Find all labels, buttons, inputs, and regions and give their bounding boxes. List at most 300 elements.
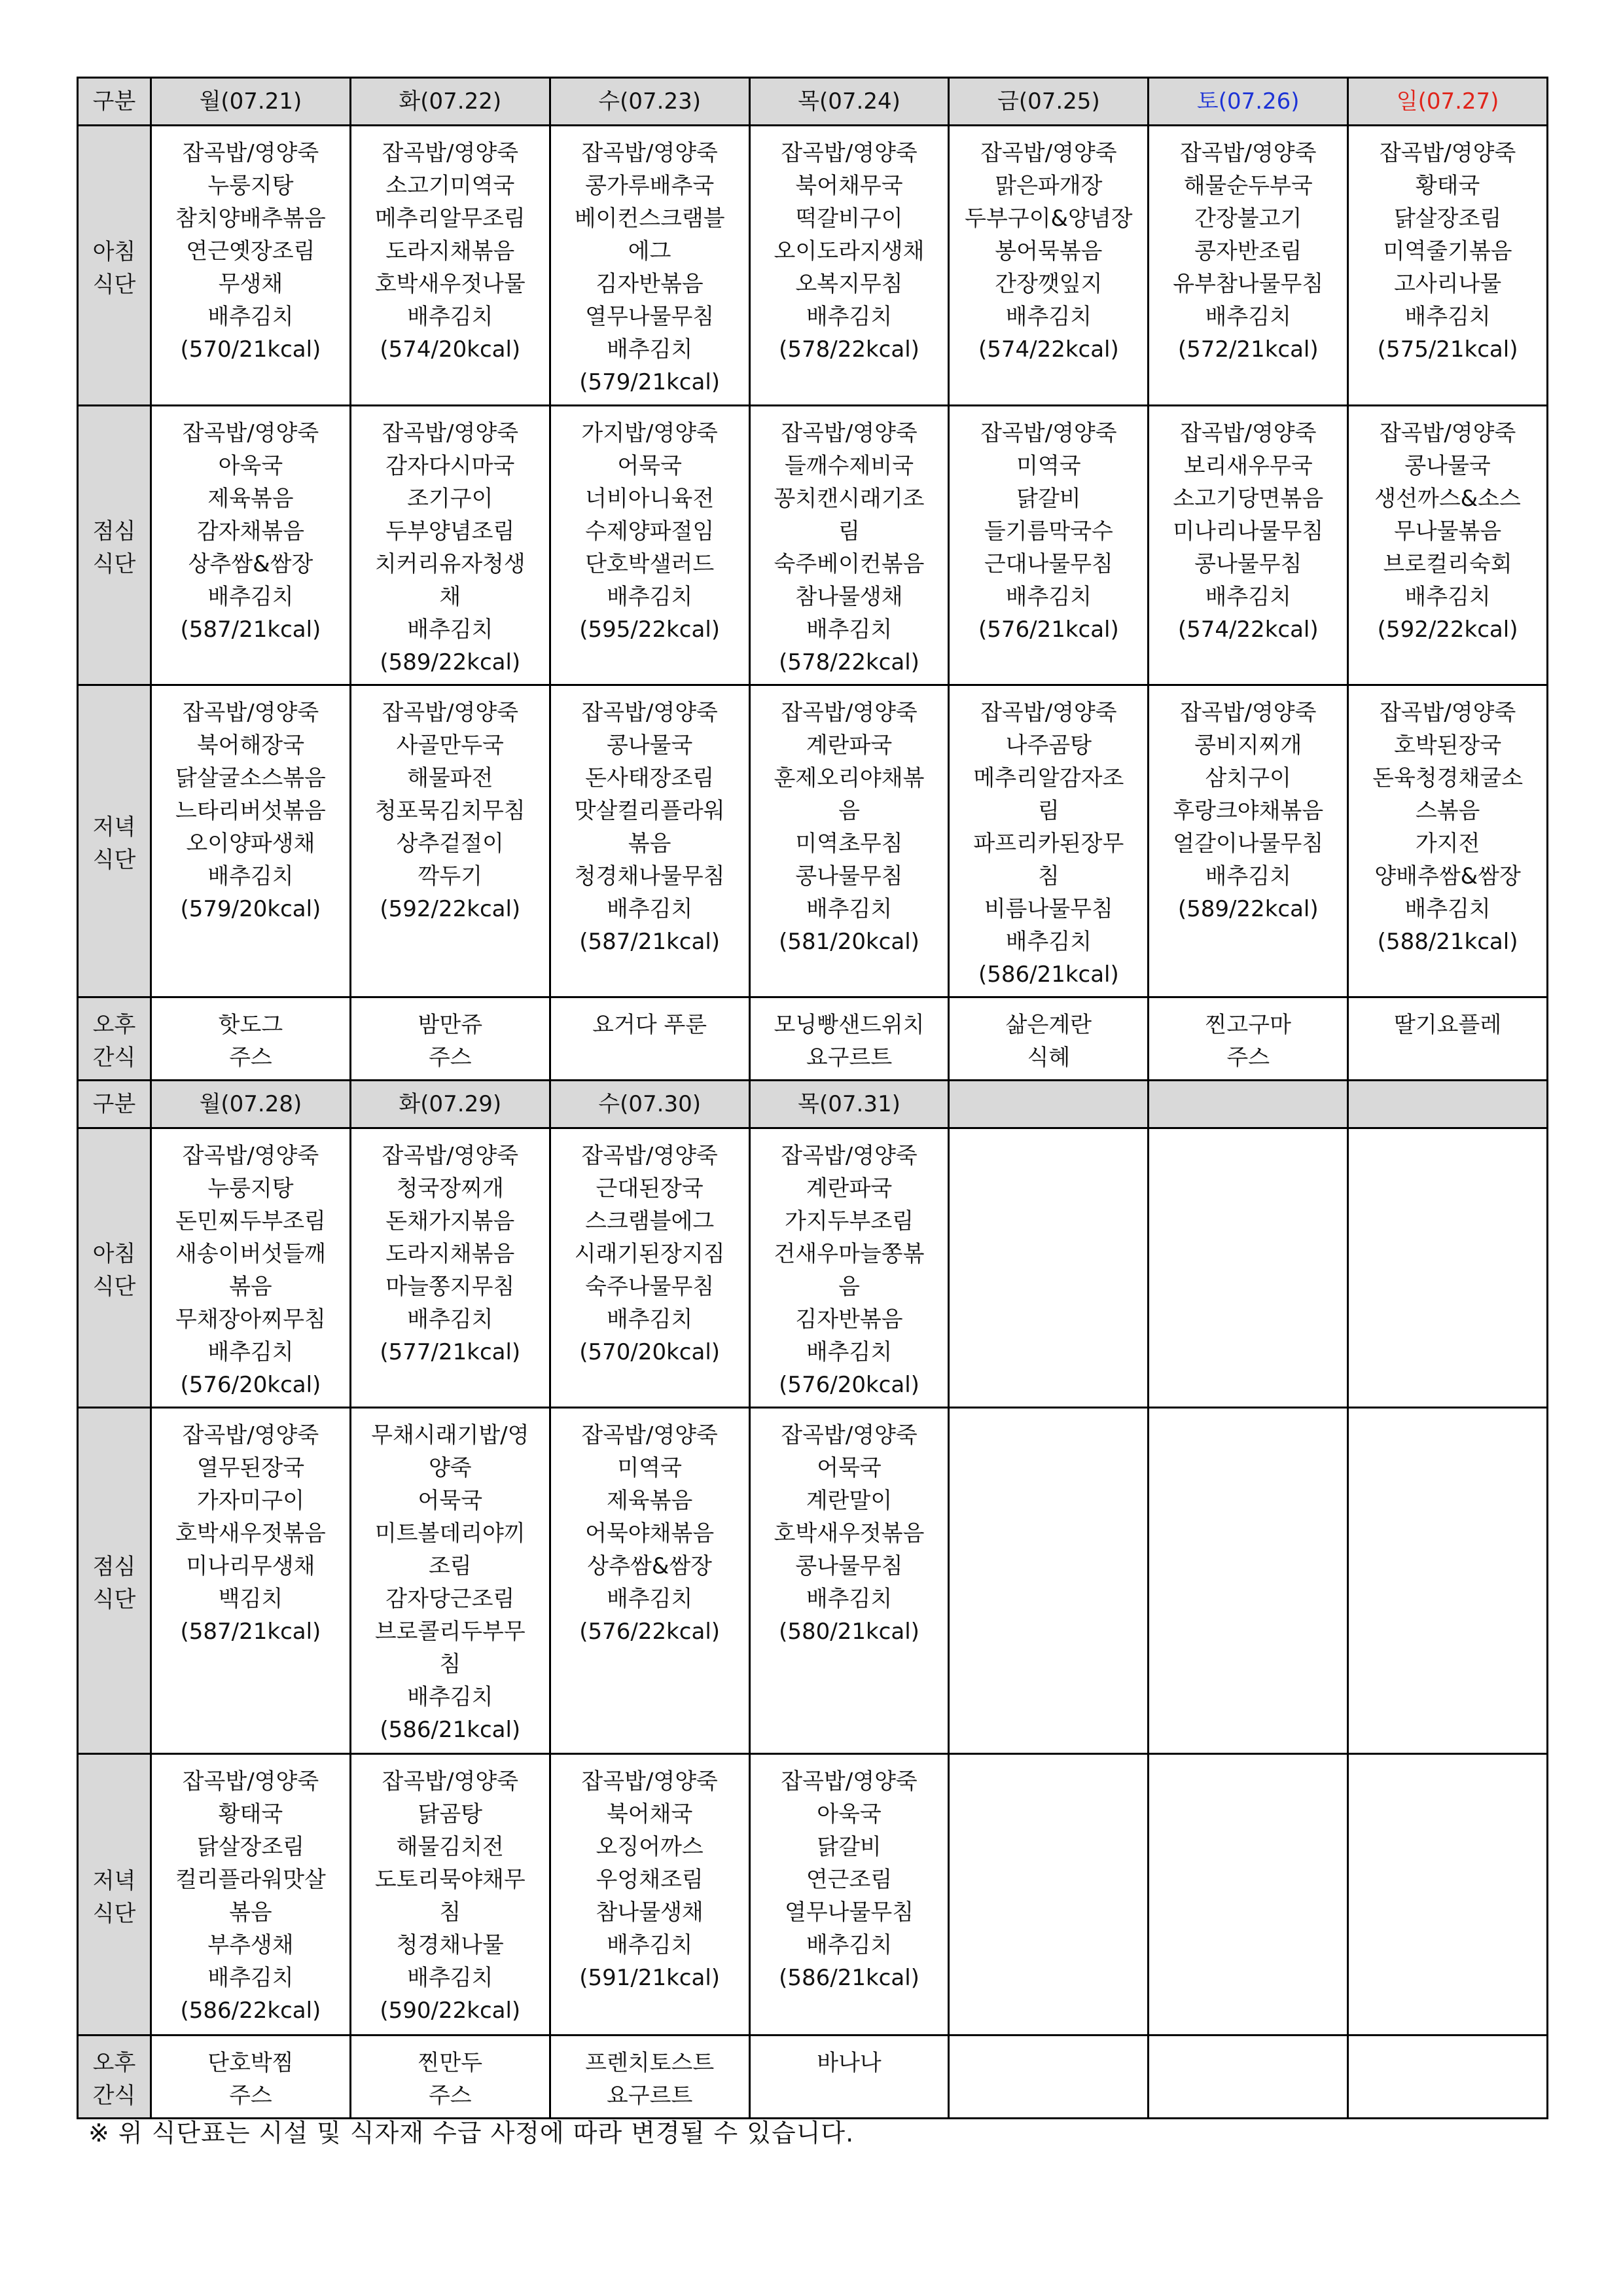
day-header: 토(07.26) — [1149, 78, 1348, 126]
menu-item: 얼갈이나물무침 — [1173, 831, 1324, 857]
menu-item: 요구르트 — [606, 2083, 693, 2109]
menu-item: 우엉채조림 — [596, 1867, 704, 1893]
day-header: 월(07.21) — [151, 78, 351, 126]
menu-item: 콩나물무침 — [1194, 551, 1302, 577]
menu-item: 잡곡밥/영양죽 — [1379, 700, 1516, 726]
menu-item: 돈육청경채굴소 — [1372, 765, 1524, 791]
menu-item: 사골만두국 — [396, 732, 504, 759]
menu-item: 배추김치 — [1205, 584, 1291, 610]
menu-item: 잡곡밥/영양죽 — [980, 420, 1117, 446]
menu-item: (574/20kcal) — [380, 336, 521, 363]
menu-cell — [550, 406, 749, 685]
menu-item: 삶은계란 — [1005, 1012, 1092, 1038]
row-label-text: 저녁 — [92, 1867, 136, 1894]
row-label-text: 식단 — [92, 551, 136, 577]
menu-item: 열무된장국 — [196, 1455, 305, 1481]
menu-cell — [550, 685, 749, 997]
menu-item: 바나나 — [817, 2050, 882, 2076]
menu-item: (587/21kcal) — [180, 1619, 321, 1645]
menu-cell — [1149, 1754, 1348, 2036]
menu-item: 나주곰탕 — [1005, 732, 1092, 759]
menu-item: 밤만쥬 — [418, 1012, 483, 1038]
menu-cell — [350, 1128, 550, 1408]
menu-item: 어묵국 — [817, 1455, 882, 1481]
menu-cell — [151, 2036, 351, 2119]
menu-item: 브로콜리두부무 — [374, 1619, 526, 1645]
menu-item: 콩나물국 — [606, 732, 693, 759]
menu-item: 무생채 — [218, 271, 283, 297]
menu-item: 배추김치 — [407, 1965, 493, 1991]
menu-item: 메추리알무조림 — [374, 206, 526, 232]
menu-item: 청경채나물무침 — [574, 863, 725, 889]
dinner-row-label — [78, 1754, 151, 2036]
menu-item: 황태국 — [218, 1801, 283, 1827]
menu-cell — [1348, 2036, 1548, 2119]
menu-item: 부추생채 — [207, 1932, 294, 1958]
menu-item: (591/21kcal) — [579, 1965, 721, 1991]
menu-cell — [350, 126, 550, 406]
menu-item: 음 — [838, 1274, 860, 1300]
row-label-text: 식단 — [92, 1274, 136, 1300]
menu-item: 주스 — [1226, 1045, 1270, 1071]
menu-item: 배추김치 — [606, 896, 693, 922]
menu-item: 어묵국 — [617, 453, 682, 479]
menu-item: 도라지채볶음 — [385, 238, 515, 264]
menu-item: 미역줄기볶음 — [1383, 238, 1512, 264]
menu-item: 도라지채볶음 — [385, 1241, 515, 1267]
menu-item: 연근조림 — [806, 1867, 893, 1893]
menu-item: 깍두기 — [418, 863, 483, 889]
menu-item: 감자당근조림 — [385, 1586, 515, 1612]
menu-item: 청경채나물 — [396, 1932, 504, 1958]
menu-cell — [350, 2036, 550, 2119]
menu-item: 찐만두 — [418, 2050, 483, 2076]
menu-item: 배추김치 — [606, 336, 693, 363]
menu-item: 소고기당면볶음 — [1173, 486, 1324, 512]
menu-item: 배추김치 — [1205, 863, 1291, 889]
menu-item: 요구르트 — [806, 1045, 893, 1071]
menu-item: 삼치구이 — [1205, 765, 1291, 791]
menu-item: 느타리버섯볶음 — [175, 798, 326, 824]
menu-cell — [1348, 126, 1548, 406]
menu-item: (575/21kcal) — [1377, 336, 1518, 363]
menu-cell — [550, 1754, 749, 2036]
menu-item: 단호박샐러드 — [585, 551, 715, 577]
menu-cell — [151, 406, 351, 685]
menu-cell — [949, 406, 1149, 685]
menu-item: 돈채가지볶음 — [385, 1208, 515, 1234]
footnote: ※ 위 식단표는 시설 및 식자재 수급 사정에 따라 변경될 수 있습니다. — [88, 2119, 855, 2147]
menu-item: 림 — [838, 518, 860, 545]
menu-cell — [949, 997, 1149, 1081]
menu-item: 잡곡밥/영양죽 — [182, 700, 319, 726]
menu-item: 숙주나물무침 — [585, 1274, 715, 1300]
menu-item: 닭살장조림 — [1393, 206, 1502, 232]
menu-item: 백김치 — [218, 1586, 283, 1612]
menu-item: 상추쌈&쌈장 — [587, 1553, 713, 1579]
menu-item: 호박새우젓볶음 — [175, 1520, 326, 1547]
week1-dinner-row — [78, 685, 1548, 997]
menu-item: (592/22kcal) — [380, 896, 521, 922]
menu-item: 잡곡밥/영양죽 — [182, 140, 319, 166]
menu-item: 유부참나물무침 — [1173, 271, 1324, 297]
menu-item: 미나리무생채 — [186, 1553, 315, 1579]
menu-item: 딸기요플레 — [1393, 1012, 1502, 1038]
menu-item: 열무나물무침 — [585, 304, 715, 330]
menu-item: 김자반볶음 — [795, 1306, 903, 1333]
menu-item: 제육볶음 — [606, 1488, 693, 1514]
menu-item: 배추김치 — [207, 584, 294, 610]
menu-item: 호박새우젓나물 — [374, 271, 526, 297]
menu-item: 배추김치 — [606, 584, 693, 610]
menu-item: 감자채볶음 — [196, 518, 305, 545]
menu-item: 황태국 — [1415, 173, 1480, 199]
menu-item: 생선까스&소스 — [1374, 486, 1521, 512]
menu-item: (570/21kcal) — [180, 336, 321, 363]
menu-item: 근대나물무침 — [984, 551, 1113, 577]
menu-item: 볶음 — [229, 1274, 272, 1300]
menu-item: 잡곡밥/영양죽 — [581, 140, 718, 166]
menu-item: 가지밥/영양죽 — [581, 420, 718, 446]
menu-item: 잡곡밥/영양죽 — [1379, 420, 1516, 446]
menu-cell — [949, 126, 1149, 406]
menu-item: 배추김치 — [207, 1339, 294, 1365]
dinner-row-label — [78, 685, 151, 997]
row-label-text: 오후 — [92, 1012, 136, 1038]
menu-cell — [350, 1754, 550, 2036]
menu-item: 찐고구마 — [1205, 1012, 1291, 1038]
lunch-row-label — [78, 1408, 151, 1754]
row-label-text: 아침 — [92, 238, 136, 265]
menu-item: 배추김치 — [207, 863, 294, 889]
menu-item: 배추김치 — [806, 617, 893, 643]
menu-item: 오이도라지생채 — [774, 238, 925, 264]
menu-item: 잡곡밥/영양죽 — [182, 1422, 319, 1448]
menu-item: (581/20kcal) — [779, 929, 919, 955]
menu-item: 잡곡밥/영양죽 — [1179, 700, 1317, 726]
menu-item: 닭갈비 — [1016, 486, 1081, 512]
menu-item: 무나물볶음 — [1393, 518, 1502, 545]
menu-item: (576/20kcal) — [779, 1372, 919, 1398]
menu-item: 해물순두부국 — [1183, 173, 1313, 199]
menu-item: 잡곡밥/영양죽 — [382, 700, 519, 726]
menu-cell — [350, 406, 550, 685]
menu-item: (574/22kcal) — [1177, 617, 1319, 643]
menu-item: 닭살장조림 — [196, 1834, 305, 1860]
menu-item: 잡곡밥/영양죽 — [182, 1768, 319, 1795]
menu-item: 에그 — [628, 238, 671, 264]
menu-cell — [1149, 1408, 1348, 1754]
menu-item: 잡곡밥/영양죽 — [1179, 420, 1317, 446]
menu-item: 모닝빵샌드위치 — [774, 1012, 925, 1038]
menu-cell — [151, 1408, 351, 1754]
week2-breakfast-row — [78, 1128, 1548, 1408]
menu-item: 연근옛장조림 — [186, 238, 315, 264]
menu-item: (586/22kcal) — [180, 1998, 321, 2024]
menu-item: (577/21kcal) — [380, 1339, 521, 1365]
menu-cell — [151, 126, 351, 406]
menu-item: 배추김치 — [1205, 304, 1291, 330]
menu-item: 참치양배추볶음 — [175, 206, 326, 232]
menu-cell — [949, 1128, 1149, 1408]
menu-item: (576/22kcal) — [579, 1619, 721, 1645]
menu-item: 간장불고기 — [1194, 206, 1302, 232]
menu-item: (592/22kcal) — [1377, 617, 1518, 643]
menu-cell — [1149, 406, 1348, 685]
menu-item: 꽁치캔시래기조 — [774, 486, 925, 512]
menu-item: 양죽 — [428, 1455, 472, 1481]
week1-snack-row — [78, 997, 1548, 1081]
row-label-text: 간식 — [92, 2083, 136, 2109]
menu-item: 훈제오리야채볶 — [774, 765, 925, 791]
menu-item: 잡곡밥/영양죽 — [1179, 140, 1317, 166]
day-header: 목(07.31) — [749, 1081, 949, 1128]
menu-cell — [1149, 997, 1348, 1081]
menu-item: 고사리나물 — [1393, 271, 1502, 297]
menu-item: 가자미구이 — [196, 1488, 305, 1514]
menu-cell — [949, 685, 1149, 997]
menu-item: 배추김치 — [1404, 896, 1491, 922]
menu-item: 소고기미역국 — [385, 173, 515, 199]
day-header: 화(07.29) — [350, 1081, 550, 1128]
day-header: 월(07.28) — [151, 1081, 351, 1128]
menu-item: 단호박찜 — [207, 2050, 294, 2076]
menu-item: 미트볼데리야끼 — [374, 1520, 526, 1547]
row-label-text: 식단 — [92, 271, 136, 298]
breakfast-row-label — [78, 1128, 151, 1408]
menu-item: 북어해장국 — [196, 732, 305, 759]
menu-cell — [1348, 1128, 1548, 1408]
menu-item: 콩나물무침 — [795, 863, 903, 889]
menu-item: 잡곡밥/영양죽 — [980, 700, 1117, 726]
menu-item: 누룽지탕 — [207, 173, 294, 199]
menu-item: 조림 — [428, 1553, 472, 1579]
menu-cell — [949, 1754, 1149, 2036]
menu-cell — [749, 406, 949, 685]
menu-item: 계란파국 — [806, 732, 893, 759]
menu-item: 들깨수제비국 — [784, 453, 914, 479]
menu-item: 볶음 — [628, 831, 671, 857]
menu-item: 너비아니육전 — [585, 486, 715, 512]
menu-item: 배추김치 — [1005, 584, 1092, 610]
menu-item: 주스 — [428, 2083, 472, 2109]
menu-item: 스볶음 — [1415, 798, 1480, 824]
menu-item: 배추김치 — [806, 1586, 893, 1612]
menu-cell — [749, 997, 949, 1081]
menu-item: 배추김치 — [606, 1932, 693, 1958]
menu-item: 잡곡밥/영양죽 — [781, 1768, 918, 1795]
menu-item: 잡곡밥/영양죽 — [382, 420, 519, 446]
menu-item: 돈사태장조림 — [585, 765, 715, 791]
menu-item: 맑은파개장 — [995, 173, 1103, 199]
menu-item: 잡곡밥/영양죽 — [382, 1143, 519, 1169]
menu-item: 맛살컬리플라워 — [574, 798, 725, 824]
menu-item: (579/21kcal) — [579, 369, 721, 395]
row-label-text: 점심 — [92, 518, 136, 545]
menu-item: 치커리유자청생 — [374, 551, 526, 577]
menu-item: 잡곡밥/영양죽 — [781, 700, 918, 726]
menu-cell — [749, 1754, 949, 2036]
menu-item: 간장깻잎지 — [995, 271, 1103, 297]
menu-item: 미나리나물무침 — [1173, 518, 1324, 545]
menu-cell — [550, 1408, 749, 1754]
menu-cell — [1348, 1754, 1548, 2036]
menu-item: 배추김치 — [1005, 304, 1092, 330]
menu-item: 베이컨스크램블 — [574, 206, 725, 232]
menu-cell — [1348, 1408, 1548, 1754]
menu-item: 김자반볶음 — [596, 271, 704, 297]
menu-item: (586/21kcal) — [779, 1965, 919, 1991]
menu-item: 미역국 — [617, 1455, 682, 1481]
menu-item: 침 — [439, 1651, 461, 1677]
menu-item: 떡갈비구이 — [795, 206, 903, 232]
menu-cell — [1348, 685, 1548, 997]
day-header: 일(07.27) — [1348, 78, 1548, 126]
menu-cell — [350, 1408, 550, 1754]
menu-item: 배추김치 — [806, 304, 893, 330]
menu-item: 콩가루배추국 — [585, 173, 715, 199]
menu-item: 호박새우젓볶음 — [774, 1520, 925, 1547]
menu-cell — [749, 685, 949, 997]
menu-item: 배추김치 — [407, 1306, 493, 1333]
day-header — [1348, 1081, 1548, 1128]
menu-item: 건새우마늘쫑볶 — [774, 1241, 925, 1267]
day-header: 수(07.23) — [550, 78, 749, 126]
row-label-text: 아침 — [92, 1241, 136, 1267]
day-header: 목(07.24) — [749, 78, 949, 126]
menu-item: 잡곡밥/영양죽 — [781, 420, 918, 446]
menu-item: 닭곰탕 — [418, 1801, 483, 1827]
row-label-text: 간식 — [92, 1045, 136, 1071]
menu-item: 볶음 — [229, 1899, 272, 1926]
menu-item: (595/22kcal) — [579, 617, 721, 643]
menu-item: 잡곡밥/영양죽 — [581, 1768, 718, 1795]
menu-item: 콩비지찌개 — [1194, 732, 1302, 759]
menu-item: 아욱국 — [817, 1801, 882, 1827]
menu-item: 잡곡밥/영양죽 — [382, 1768, 519, 1795]
menu-item: 채 — [439, 584, 461, 610]
menu-cell — [1348, 406, 1548, 685]
menu-item: 참나물생채 — [596, 1899, 704, 1926]
snack-row-label — [78, 2036, 151, 2119]
menu-item: 어묵야채볶음 — [585, 1520, 715, 1547]
menu-item: 배추김치 — [407, 1684, 493, 1710]
day-header — [1149, 1081, 1348, 1128]
menu-item: 배추김치 — [806, 896, 893, 922]
menu-item: 수제양파절임 — [585, 518, 715, 545]
menu-cell — [1149, 1128, 1348, 1408]
menu-item: 가지전 — [1415, 831, 1480, 857]
menu-item: 제육볶음 — [207, 486, 294, 512]
menu-item: 조기구이 — [407, 486, 493, 512]
menu-item: 콩자반조림 — [1194, 238, 1302, 264]
snack-row-label — [78, 997, 151, 1081]
row-label-text: 식단 — [92, 1900, 136, 1927]
menu-item: 들기름막국수 — [984, 518, 1113, 545]
menu-item: 해물파전 — [407, 765, 493, 791]
row-label-text: 점심 — [92, 1554, 136, 1580]
menu-item: (576/21kcal) — [978, 617, 1119, 643]
menu-item: 콩나물국 — [1404, 453, 1491, 479]
menu-cell — [949, 1408, 1149, 1754]
menu-item: 콩나물무침 — [795, 1553, 903, 1579]
menu-cell — [151, 1754, 351, 2036]
menu-item: 미역초무침 — [795, 831, 903, 857]
menu-item: 새송이버섯들깨 — [175, 1241, 326, 1267]
menu-item: 배추김치 — [806, 1339, 893, 1365]
menu-item: 스크램블에그 — [585, 1208, 715, 1234]
menu-item: 파프리카된장무 — [973, 831, 1124, 857]
menu-item: 배추김치 — [606, 1306, 693, 1333]
menu-item: 누룽지탕 — [207, 1175, 294, 1202]
menu-item: 컬리플라워맛살 — [175, 1867, 326, 1893]
menu-item: 미역국 — [1016, 453, 1081, 479]
menu-item: 배추김치 — [1404, 304, 1491, 330]
menu-item: 청국장찌개 — [396, 1175, 504, 1202]
menu-item: 배추김치 — [1404, 584, 1491, 610]
row-label-text: 오후 — [92, 2050, 136, 2076]
menu-item: 양배추쌈&쌈장 — [1374, 863, 1521, 889]
row-label-text: 식단 — [92, 1587, 136, 1613]
menu-item: (586/21kcal) — [978, 961, 1119, 988]
menu-item: 참나물생채 — [795, 584, 903, 610]
menu-item: 열무나물무침 — [784, 1899, 914, 1926]
menu-item: 청포묵김치무침 — [374, 798, 526, 824]
menu-item: 계란파국 — [806, 1175, 893, 1202]
menu-item: 마늘쫑지무침 — [385, 1274, 515, 1300]
menu-item: 봉어묵볶음 — [995, 238, 1103, 264]
menu-item: (586/21kcal) — [380, 1717, 521, 1743]
week2-dinner-row — [78, 1754, 1548, 2036]
menu-cell — [151, 1128, 351, 1408]
day-header: 수(07.30) — [550, 1081, 749, 1128]
menu-item: (590/22kcal) — [380, 1998, 521, 2024]
menu-item: (579/20kcal) — [180, 896, 321, 922]
week1-breakfast-row — [78, 126, 1548, 406]
menu-item: (576/20kcal) — [180, 1372, 321, 1398]
row-label-text: 식단 — [92, 847, 136, 873]
menu-item: (587/21kcal) — [180, 617, 321, 643]
menu-item: 잡곡밥/영양죽 — [781, 1422, 918, 1448]
menu-item: (578/22kcal) — [779, 649, 919, 675]
menu-item: 식혜 — [1027, 1045, 1071, 1071]
menu-cell — [350, 685, 550, 997]
menu-item: 침 — [1037, 863, 1060, 889]
menu-item: 잡곡밥/영양죽 — [1379, 140, 1516, 166]
menu-item: 후랑크야채볶음 — [1173, 798, 1324, 824]
menu-item: 배추김치 — [1005, 929, 1092, 955]
menu-item: 감자다시마국 — [385, 453, 515, 479]
menu-item: 주스 — [229, 1045, 272, 1071]
menu-item: 오복지무침 — [795, 271, 903, 297]
menu-cell — [550, 126, 749, 406]
week2-header-row — [78, 1081, 1548, 1128]
menu-item: 어묵국 — [418, 1488, 483, 1514]
menu-cell — [749, 126, 949, 406]
menu-item: 주스 — [229, 2083, 272, 2109]
menu-item: 호박된장국 — [1393, 732, 1502, 759]
weekly-meal-table — [77, 77, 1548, 2119]
menu-item: 오징어까스 — [596, 1834, 704, 1860]
menu-item: 배추김치 — [207, 1965, 294, 1991]
menu-cell — [1348, 997, 1548, 1081]
menu-item: 핫도그 — [218, 1012, 283, 1038]
menu-item: (570/20kcal) — [579, 1339, 721, 1365]
menu-item: 시래기된장지짐 — [574, 1241, 725, 1267]
menu-item: (588/21kcal) — [1377, 929, 1518, 955]
menu-item: 두부양념조림 — [385, 518, 515, 545]
menu-item: 두부구이&양념장 — [965, 206, 1133, 232]
